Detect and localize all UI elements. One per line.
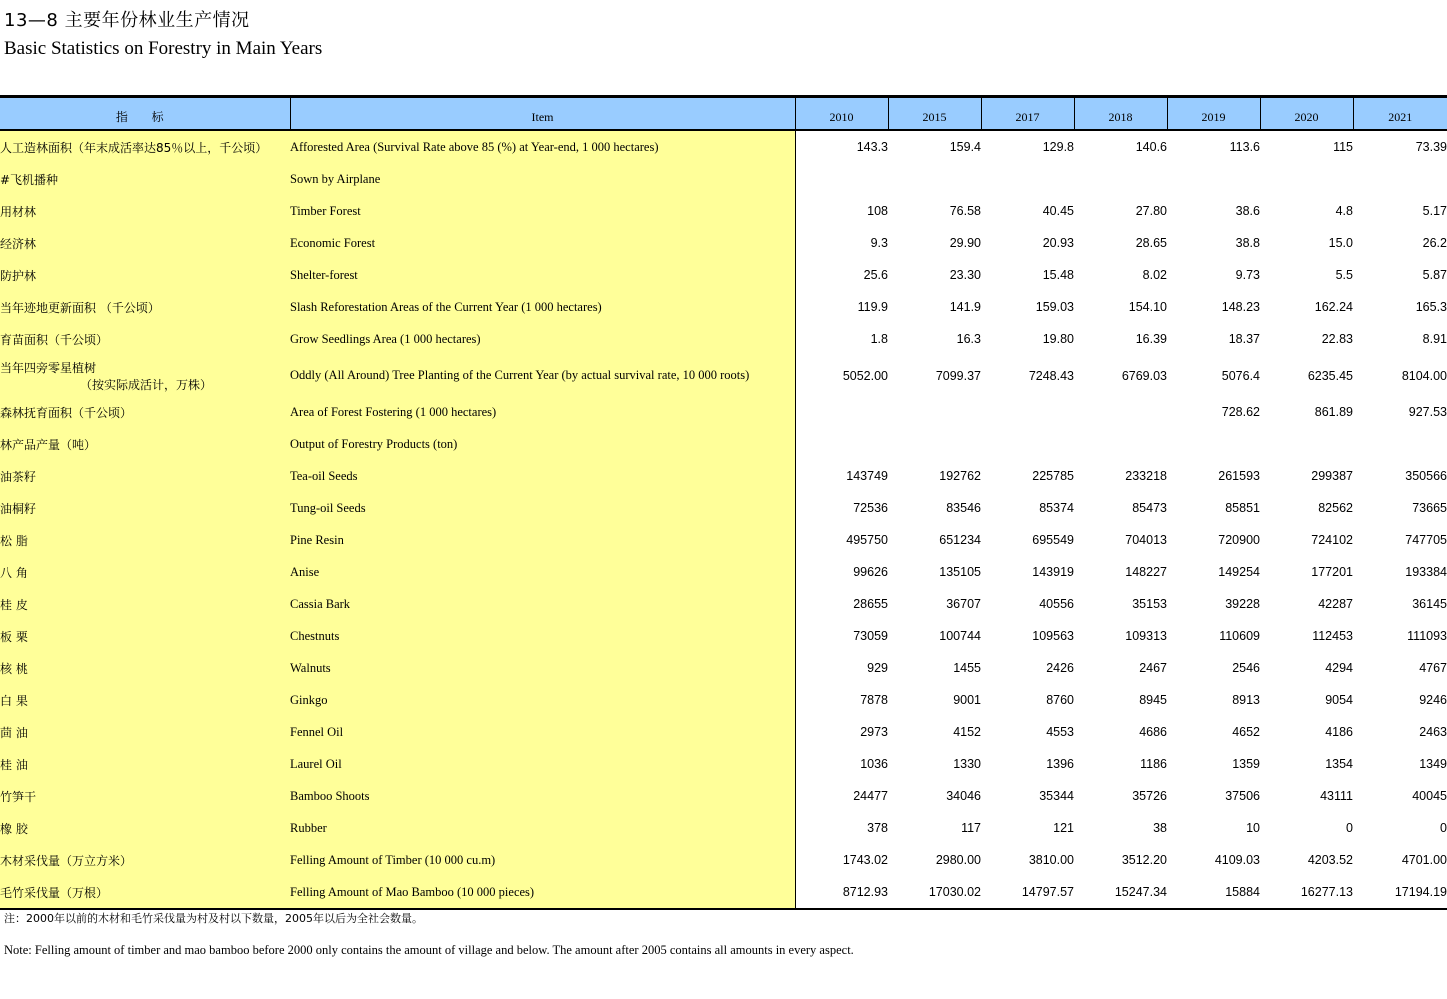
value-cell: 261593 <box>1218 469 1260 483</box>
table-row <box>0 291 1447 323</box>
value-cell: 16.3 <box>956 332 981 346</box>
value-cell: 140.6 <box>1135 140 1167 154</box>
page-title-en: Basic Statistics on Forestry in Main Years <box>4 38 323 59</box>
value-cell: 929 <box>867 661 888 675</box>
row-label-en: Rubber <box>290 812 795 844</box>
value-cell: 927.53 <box>1408 405 1447 419</box>
table-row <box>0 163 1447 195</box>
value-cell <box>981 396 1074 428</box>
value-cell: 99626 <box>853 565 888 579</box>
value-cell: 159.4 <box>949 140 981 154</box>
value-cell: 17030.02 <box>928 885 981 899</box>
value-cell: 85851 <box>1225 501 1260 515</box>
value-cell: 1036 <box>860 757 888 771</box>
table-row <box>0 780 1447 812</box>
value-cell: 27.80 <box>1135 204 1167 218</box>
value-cell: 15884 <box>1225 885 1260 899</box>
value-cell: 8104.00 <box>1401 368 1447 383</box>
value-cell: 149254 <box>1218 565 1260 579</box>
value-cell <box>1074 163 1167 195</box>
value-cell: 1330 <box>953 757 981 771</box>
value-cell: 148.23 <box>1221 300 1260 314</box>
value-cell <box>1353 163 1447 195</box>
table-row <box>0 524 1447 556</box>
value-cell: 9054 <box>1325 693 1353 707</box>
value-cell: 9246 <box>1419 693 1447 707</box>
row-label-en: Area of Forest Fostering (1 000 hectares) <box>290 396 795 428</box>
value-cell: 4186 <box>1325 725 1353 739</box>
table-row <box>0 130 1447 163</box>
value-cell: 36145 <box>1412 597 1447 611</box>
row-label-zh: 油茶籽 <box>0 460 290 492</box>
value-cell: 129.8 <box>1042 140 1074 154</box>
value-cell: 724102 <box>1311 533 1353 547</box>
value-cell: 4109.03 <box>1214 853 1260 867</box>
value-cell: 109563 <box>1032 629 1074 643</box>
value-cell: 37506 <box>1225 789 1260 803</box>
value-cell: 378 <box>867 821 888 835</box>
value-cell <box>1074 396 1167 428</box>
value-cell: 28.65 <box>1135 236 1167 250</box>
value-cell: 15.0 <box>1328 236 1353 250</box>
value-cell: 4686 <box>1139 725 1167 739</box>
row-label-zh: 橡 胶 <box>0 812 290 844</box>
value-cell: 73059 <box>853 629 888 643</box>
row-label-zh: 竹笋干 <box>0 780 290 812</box>
value-cell: 24477 <box>853 789 888 803</box>
row-label-zh: 白 果 <box>0 684 290 716</box>
row-label-en: Slash Reforestation Areas of the Current Year (1 000 hectares) <box>290 291 795 323</box>
value-cell: 38 <box>1153 821 1167 835</box>
row-label-en: Ginkgo <box>290 684 795 716</box>
table-row <box>0 556 1447 588</box>
value-cell: 1349 <box>1419 757 1447 771</box>
value-cell: 192762 <box>939 469 981 483</box>
value-cell: 4767 <box>1419 661 1447 675</box>
value-cell: 73.39 <box>1415 140 1447 154</box>
row-label-zh: 育苗面积（千公顷） <box>0 323 290 355</box>
value-cell: 747705 <box>1405 533 1447 547</box>
value-cell: 162.24 <box>1314 300 1353 314</box>
row-label-en: Laurel Oil <box>290 748 795 780</box>
value-cell: 110609 <box>1219 629 1260 643</box>
value-cell: 651234 <box>939 533 981 547</box>
value-cell: 143.3 <box>856 140 888 154</box>
value-cell: 108 <box>867 204 888 218</box>
value-cell: 233218 <box>1125 469 1167 483</box>
value-cell: 720900 <box>1218 533 1260 547</box>
value-cell: 159.03 <box>1035 300 1074 314</box>
footnote-en: Note: Felling amount of timber and mao bamboo before 2000 only contains the amount of village and below. The amount after 2005 contains all amounts in every aspect. <box>4 943 854 957</box>
value-cell: 5.87 <box>1422 268 1447 282</box>
value-cell: 83546 <box>946 501 981 515</box>
table-row <box>0 396 1447 428</box>
row-label-en: Timber Forest <box>290 195 795 227</box>
value-cell: 82562 <box>1318 501 1353 515</box>
value-cell: 5076.4 <box>1221 368 1260 383</box>
value-cell <box>981 428 1074 460</box>
value-cell: 4701.00 <box>1401 853 1447 867</box>
value-cell <box>1074 428 1167 460</box>
table-row <box>0 259 1447 291</box>
value-cell: 115 <box>1333 140 1353 154</box>
value-cell: 299387 <box>1311 469 1353 483</box>
row-label-zh: 板 栗 <box>0 620 290 652</box>
value-cell <box>981 163 1074 195</box>
row-label-zh: 毛竹采伐量（万根） <box>0 876 290 909</box>
value-cell: 193384 <box>1405 565 1447 579</box>
value-cell: 109313 <box>1125 629 1167 643</box>
page-title-zh: 13—8 主要年份林业生产情况 <box>4 10 250 31</box>
value-cell: 7878 <box>860 693 888 707</box>
value-cell: 1359 <box>1232 757 1260 771</box>
value-cell: 38.8 <box>1235 236 1260 250</box>
value-cell: 8913 <box>1232 693 1260 707</box>
value-cell: 1743.02 <box>842 853 888 867</box>
row-label-zh: 茴 油 <box>0 716 290 748</box>
value-cell: 165.3 <box>1415 300 1447 314</box>
value-cell: 8.91 <box>1422 332 1447 346</box>
value-cell: 350566 <box>1405 469 1447 483</box>
value-cell: 16277.13 <box>1300 885 1353 899</box>
value-cell: 43111 <box>1320 789 1353 803</box>
value-cell: 9001 <box>953 693 981 707</box>
value-cell: 8712.93 <box>842 885 888 899</box>
value-cell <box>1260 428 1353 460</box>
value-cell: 4553 <box>1046 725 1074 739</box>
value-cell: 76.58 <box>949 204 981 218</box>
value-cell: 72536 <box>853 501 888 515</box>
row-label-zh: 经济林 <box>0 227 290 259</box>
value-cell: 135105 <box>939 565 981 579</box>
footnote-zh: 注：2000年以前的木材和毛竹采伐量为村及村以下数量，2005年以后为全社会数量。 <box>4 912 423 925</box>
value-cell: 121 <box>1053 821 1074 835</box>
table-row <box>0 428 1447 460</box>
row-label-zh: 核 桃 <box>0 652 290 684</box>
header-year: 2020 <box>1260 97 1353 131</box>
value-cell: 1396 <box>1046 757 1074 771</box>
row-label-en: Afforested Area (Survival Rate above 85 (%) at Year-end, 1 000 hectares) <box>290 130 795 163</box>
table-row <box>0 355 1447 396</box>
value-cell: 8945 <box>1139 693 1167 707</box>
row-label-en: Felling Amount of Timber (10 000 cu.m) <box>290 844 795 876</box>
value-cell: 177201 <box>1311 565 1353 579</box>
header-year: 2010 <box>795 97 888 131</box>
value-cell <box>795 428 888 460</box>
row-label-en: Economic Forest <box>290 227 795 259</box>
row-label-en: Sown by Airplane <box>290 163 795 195</box>
table-row <box>0 620 1447 652</box>
row-label-zh: 桂 油 <box>0 748 290 780</box>
value-cell: 728.62 <box>1221 405 1260 419</box>
value-cell: 2546 <box>1232 661 1260 675</box>
value-cell: 143749 <box>846 469 888 483</box>
row-label-en: Grow Seedlings Area (1 000 hectares) <box>290 323 795 355</box>
value-cell: 112453 <box>1312 629 1353 643</box>
value-cell: 141.9 <box>949 300 981 314</box>
value-cell: 29.90 <box>949 236 981 250</box>
value-cell: 35153 <box>1132 597 1167 611</box>
header-indicator: 指 标 <box>0 97 290 131</box>
value-cell: 154.10 <box>1128 300 1167 314</box>
value-cell: 111093 <box>1407 629 1447 643</box>
table-row <box>0 460 1447 492</box>
row-label-zh: 桂 皮 <box>0 588 290 620</box>
value-cell: 17194.19 <box>1394 885 1447 899</box>
value-cell: 40.45 <box>1042 204 1074 218</box>
row-label-zh: 油桐籽 <box>0 492 290 524</box>
value-cell: 4.8 <box>1335 204 1353 218</box>
table-row <box>0 812 1447 844</box>
row-label-en: Pine Resin <box>290 524 795 556</box>
row-label-en: Shelter-forest <box>290 259 795 291</box>
value-cell: 3810.00 <box>1028 853 1074 867</box>
header-item: Item <box>290 97 795 131</box>
value-cell: 2426 <box>1046 661 1074 675</box>
value-cell: 2467 <box>1139 661 1167 675</box>
value-cell: 85473 <box>1132 501 1167 515</box>
table-row <box>0 652 1447 684</box>
value-cell: 9.3 <box>870 236 888 250</box>
value-cell: 16.39 <box>1135 332 1167 346</box>
table-row <box>0 492 1447 524</box>
value-cell: 39228 <box>1225 597 1260 611</box>
table-row <box>0 684 1447 716</box>
value-cell: 22.83 <box>1321 332 1353 346</box>
value-cell: 28655 <box>853 597 888 611</box>
value-cell <box>888 163 981 195</box>
table-row <box>0 716 1447 748</box>
value-cell: 38.6 <box>1235 204 1260 218</box>
value-cell: 23.30 <box>949 268 981 282</box>
header-year: 2015 <box>888 97 981 131</box>
table-body <box>0 130 1447 909</box>
value-cell: 6769.03 <box>1121 368 1167 383</box>
value-cell: 7099.37 <box>935 368 981 383</box>
row-label-en: Tea-oil Seeds <box>290 460 795 492</box>
table-row <box>0 876 1447 909</box>
value-cell: 861.89 <box>1314 405 1353 419</box>
value-cell: 5052.00 <box>842 368 888 383</box>
table-row <box>0 195 1447 227</box>
value-cell <box>795 396 888 428</box>
value-cell: 40556 <box>1039 597 1074 611</box>
row-label-en: Anise <box>290 556 795 588</box>
header-year: 2018 <box>1074 97 1167 131</box>
value-cell: 35726 <box>1132 789 1167 803</box>
header-year: 2019 <box>1167 97 1260 131</box>
value-cell: 25.6 <box>863 268 888 282</box>
value-cell: 5.5 <box>1335 268 1353 282</box>
value-cell: 35344 <box>1039 789 1074 803</box>
row-label-en: Walnuts <box>290 652 795 684</box>
value-cell: 100744 <box>939 629 981 643</box>
row-label-zh: 人工造林面积（年末成活率达85％以上，千公顷） <box>0 130 290 163</box>
value-cell: 2463 <box>1419 725 1447 739</box>
table-header-row <box>0 97 1447 131</box>
row-label-en: Tung-oil Seeds <box>290 492 795 524</box>
table-row <box>0 844 1447 876</box>
value-cell: 14797.57 <box>1021 885 1074 899</box>
table-row <box>0 323 1447 355</box>
value-cell <box>1167 428 1260 460</box>
value-cell: 8760 <box>1046 693 1074 707</box>
value-cell: 148227 <box>1125 565 1167 579</box>
value-cell: 10 <box>1246 821 1260 835</box>
row-label-en: Fennel Oil <box>290 716 795 748</box>
value-cell: 40045 <box>1412 789 1447 803</box>
value-cell: 20.93 <box>1042 236 1074 250</box>
value-cell: 4152 <box>953 725 981 739</box>
row-label-zh: 八 角 <box>0 556 290 588</box>
value-cell: 1354 <box>1325 757 1353 771</box>
value-cell: 42287 <box>1318 597 1353 611</box>
value-cell: 495750 <box>846 533 888 547</box>
value-cell <box>1260 163 1353 195</box>
row-label-zh: #飞机播种 <box>0 163 290 195</box>
value-cell: 36707 <box>946 597 981 611</box>
value-cell <box>1167 163 1260 195</box>
value-cell: 225785 <box>1032 469 1074 483</box>
row-label-en: Bamboo Shoots <box>290 780 795 812</box>
value-cell: 119.9 <box>857 300 888 314</box>
value-cell: 2973 <box>860 725 888 739</box>
value-cell: 117 <box>961 821 981 835</box>
value-cell: 2980.00 <box>935 853 981 867</box>
header-year: 2021 <box>1353 97 1447 131</box>
table-row <box>0 227 1447 259</box>
row-label-en: Felling Amount of Mao Bamboo (10 000 pieces) <box>290 876 795 909</box>
value-cell: 4652 <box>1232 725 1260 739</box>
value-cell <box>888 396 981 428</box>
table-row <box>0 588 1447 620</box>
value-cell: 8.02 <box>1142 268 1167 282</box>
value-cell: 695549 <box>1032 533 1074 547</box>
row-label-zh-line2: （按实际成活计，万株） <box>80 377 213 392</box>
value-cell <box>795 163 888 195</box>
value-cell: 4203.52 <box>1307 853 1353 867</box>
row-label-zh: 森林抚育面积（千公顷） <box>0 396 290 428</box>
value-cell: 0 <box>1346 821 1353 835</box>
row-label-en: Cassia Bark <box>290 588 795 620</box>
row-label-zh-line1: 当年四旁零星植树 <box>0 360 97 375</box>
value-cell: 34046 <box>946 789 981 803</box>
value-cell: 15247.34 <box>1114 885 1167 899</box>
row-label-en: Output of Forestry Products (ton) <box>290 428 795 460</box>
value-cell: 19.80 <box>1042 332 1074 346</box>
value-cell: 6235.45 <box>1307 368 1353 383</box>
value-cell: 0 <box>1440 821 1447 835</box>
row-label-en: Chestnuts <box>290 620 795 652</box>
row-label-zh: 当年迹地更新面积 （千公顷） <box>0 291 290 323</box>
value-cell: 1.8 <box>870 332 888 346</box>
value-cell: 113.6 <box>1229 140 1260 154</box>
value-cell: 85374 <box>1039 501 1074 515</box>
table-row <box>0 748 1447 780</box>
value-cell: 15.48 <box>1042 268 1074 282</box>
value-cell: 1455 <box>953 661 981 675</box>
row-label-zh <box>0 355 290 396</box>
value-cell: 143919 <box>1032 565 1074 579</box>
value-cell: 1186 <box>1140 757 1167 771</box>
value-cell: 3512.20 <box>1121 853 1167 867</box>
row-label-zh: 松 脂 <box>0 524 290 556</box>
value-cell: 9.73 <box>1235 268 1260 282</box>
row-label-zh: 防护林 <box>0 259 290 291</box>
value-cell: 704013 <box>1125 533 1167 547</box>
value-cell: 18.37 <box>1228 332 1260 346</box>
value-cell <box>888 428 981 460</box>
value-cell <box>1353 428 1447 460</box>
row-label-en: Oddly (All Around) Tree Planting of the Current Year (by actual survival rate, 10 000 roots) <box>290 355 795 396</box>
row-label-zh: 木材采伐量（万立方米） <box>0 844 290 876</box>
header-year: 2017 <box>981 97 1074 131</box>
forestry-statistics-table <box>0 95 1447 910</box>
row-label-zh: 林产品产量（吨） <box>0 428 290 460</box>
value-cell: 5.17 <box>1422 204 1447 218</box>
value-cell: 26.2 <box>1422 236 1447 250</box>
value-cell: 73665 <box>1412 501 1447 515</box>
value-cell: 7248.43 <box>1028 368 1074 383</box>
row-label-zh: 用材林 <box>0 195 290 227</box>
value-cell: 4294 <box>1325 661 1353 675</box>
